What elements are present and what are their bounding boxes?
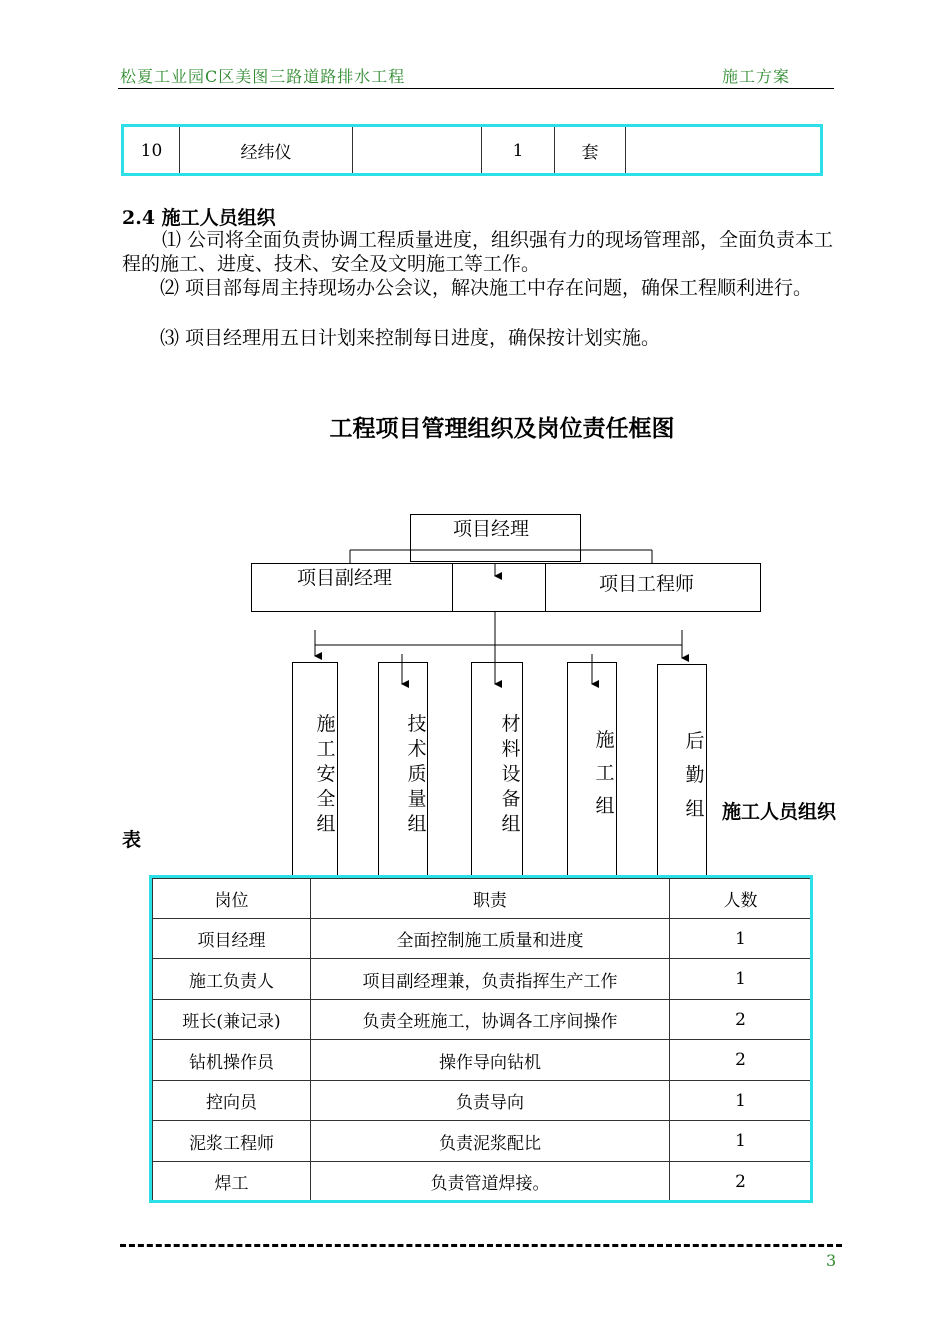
paragraph-3: ⑶ 项目经理用五日计划来控制每日进度，确保按计划实施。 — [160, 327, 661, 349]
group-label-materials: 材料设备组 — [501, 713, 521, 835]
group-label-construction: 施工组 — [595, 729, 615, 817]
table-cell: 项目副经理兼，负责指挥生产工作 — [311, 959, 670, 1000]
table-cell: 操作导向钻机 — [311, 1040, 670, 1081]
deputy-label: 项目副经理 — [297, 567, 393, 589]
table-cell: 1 — [670, 919, 812, 959]
column-header: 人数 — [670, 879, 812, 919]
table-cell: 2 — [670, 1000, 812, 1040]
table-row — [153, 919, 812, 959]
table-cell: 1 — [670, 1081, 812, 1121]
table-cell: 钻机操作员 — [153, 1040, 311, 1081]
table-cell: 负责导向 — [311, 1081, 670, 1121]
table-cell: 全面控制施工质量和进度 — [311, 919, 670, 959]
table-cell: 2 — [670, 1162, 812, 1202]
table-cell: 负责泥浆配比 — [311, 1121, 670, 1162]
column-header: 职责 — [311, 879, 670, 919]
table-cell: 1 — [670, 959, 812, 1000]
header-doc-type: 施工方案 — [722, 67, 791, 86]
group-label-quality: 技术质量组 — [407, 713, 427, 835]
table-header-row — [153, 879, 812, 919]
table-cell: 泥浆工程师 — [153, 1121, 311, 1162]
staff-table-title: 施工人员组织表 — [122, 801, 837, 851]
table-row — [153, 1040, 812, 1081]
org-chart-title: 工程项目管理组织及岗位责任框图 — [329, 415, 675, 442]
table-cell: 负责管道焊接。 — [311, 1162, 670, 1202]
paragraph-2: ⑵ 项目部每周主持现场办公会议，解决施工中存在问题，确保工程顺利进行。 — [160, 277, 813, 299]
table-cell: 负责全班施工，协调各工序间操作 — [311, 1000, 670, 1040]
table-cell: 项目经理 — [153, 919, 311, 959]
table-cell: 焊工 — [153, 1162, 311, 1202]
table-row — [153, 1162, 812, 1202]
table-cell: 控向员 — [153, 1081, 311, 1121]
table-row — [153, 1121, 812, 1162]
group-label-logistics: 后勤组 — [685, 730, 705, 820]
header-project-title: 松夏工业园C区美图三路道路排水工程 — [120, 67, 406, 86]
paragraph-1: ⑴ 公司将全面负责协调工程质量进度，组织强有力的现场管理部，全面负责本工程的施工、进度、技术、安全及文明施工等工作。 — [122, 229, 834, 275]
table-row — [153, 1000, 812, 1040]
table-cell: 1 — [670, 1121, 812, 1162]
section-heading: 2.4 施工人员组织 — [122, 207, 276, 229]
table-row — [153, 1081, 812, 1121]
engineer-label: 项目工程师 — [599, 573, 695, 595]
table-cell: 2 — [670, 1040, 812, 1081]
equipment-name: 经纬仪 — [180, 127, 353, 175]
table-cell: 施工负责人 — [153, 959, 311, 1000]
staff-table — [152, 878, 812, 1202]
equipment-no: 10 — [124, 127, 180, 175]
footer-dashed-rule — [120, 1244, 842, 1247]
group-label-safety: 施工安全组 — [316, 713, 336, 835]
table-cell: 班长(兼记录) — [153, 1000, 311, 1040]
page-number: 3 — [826, 1251, 837, 1270]
equipment-unit: 套 — [555, 127, 626, 175]
column-header: 岗位 — [153, 879, 311, 919]
table-row — [153, 959, 812, 1000]
manager-label: 项目经理 — [453, 518, 530, 540]
equipment-qty: 1 — [482, 127, 555, 175]
